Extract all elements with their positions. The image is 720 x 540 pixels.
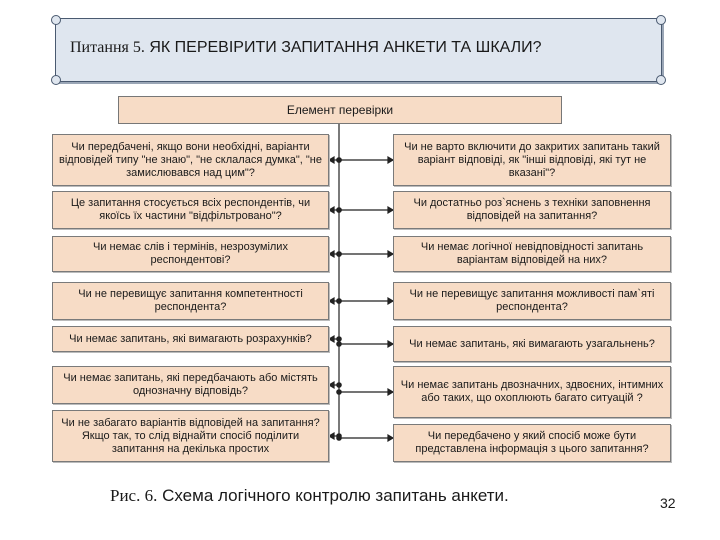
arrowhead: [329, 298, 334, 304]
left-check-item: Чи передбачені, якщо вони необхідні, варіанти відповідей типу "не знаю", "не склалася думка", "не замислювався над цим"?: [52, 134, 329, 186]
figure-caption-text: Схема логічного контролю запитань анкети.: [162, 486, 509, 505]
check-element-header: Елемент перевірки: [118, 96, 562, 124]
title-prefix: Питання 5.: [70, 39, 145, 56]
junction-dot: [337, 383, 341, 387]
junction-dot: [337, 337, 341, 341]
left-check-item: Чи не перевищує запитання компетентності респондента?: [52, 282, 329, 320]
junction-dot: [337, 342, 341, 346]
junction-dot: [337, 252, 341, 256]
arrowhead: [329, 157, 334, 163]
left-check-item: Це запитання стосується всіх респондентів, чи якоїсь їх частини "відфільтровано"?: [52, 191, 329, 229]
left-check-item: Чи немає слів і термінів, незрозумілих респондентові?: [52, 236, 329, 272]
left-check-item: Чи немає запитань, які вимагають розрахунків?: [52, 326, 329, 352]
junction-dot: [337, 299, 341, 303]
title-text: ЯК ПЕРЕВІРИТИ ЗАПИТАННЯ АНКЕТИ ТА ШКАЛИ?: [149, 39, 542, 56]
arrowhead: [329, 251, 334, 257]
left-check-item: Чи немає запитань, які передбачають або містять однозначну відповідь?: [52, 366, 329, 404]
arrowhead: [329, 382, 334, 388]
junction-dot: [337, 208, 341, 212]
figure-caption: [110, 486, 509, 506]
right-check-item: Чи немає запитань двозначних, здвоєних, інтимних або таких, що охоплюють багато ситуацій ?: [393, 366, 671, 418]
right-check-item: Чи не перевищує запитання можливості пам`яті респондента?: [393, 282, 671, 320]
figure-label: Рис. 6.: [110, 486, 158, 505]
junction-dot: [337, 158, 341, 162]
right-check-item: Чи немає запитань, які вимагають узагальнень?: [393, 326, 671, 362]
right-check-item: Чи не варто включити до закритих запитань такий варіант відповіді, як "інші відповіді, які тут не вказані"?: [393, 134, 671, 186]
arrowhead: [329, 433, 334, 439]
arrowhead: [329, 336, 334, 342]
arrowhead: [329, 207, 334, 213]
right-check-item: Чи немає логічної невідповідності запитань варіантам відповідей на них?: [393, 236, 671, 272]
junction-dot: [337, 436, 341, 440]
right-check-item: Чи передбачено у який спосіб може бути представлена інформація з цього запитання?: [393, 424, 671, 462]
right-check-item: Чи достатньо роз`яснень з техніки заповнення відповідей на запитання?: [393, 191, 671, 229]
junction-dot: [337, 390, 341, 394]
page-number: 32: [660, 495, 676, 511]
left-check-item: Чи не забагато варіантів відповідей на запитання? Якщо так, то слід віднайти спосіб поділити запитання на декілька простих: [52, 410, 329, 462]
